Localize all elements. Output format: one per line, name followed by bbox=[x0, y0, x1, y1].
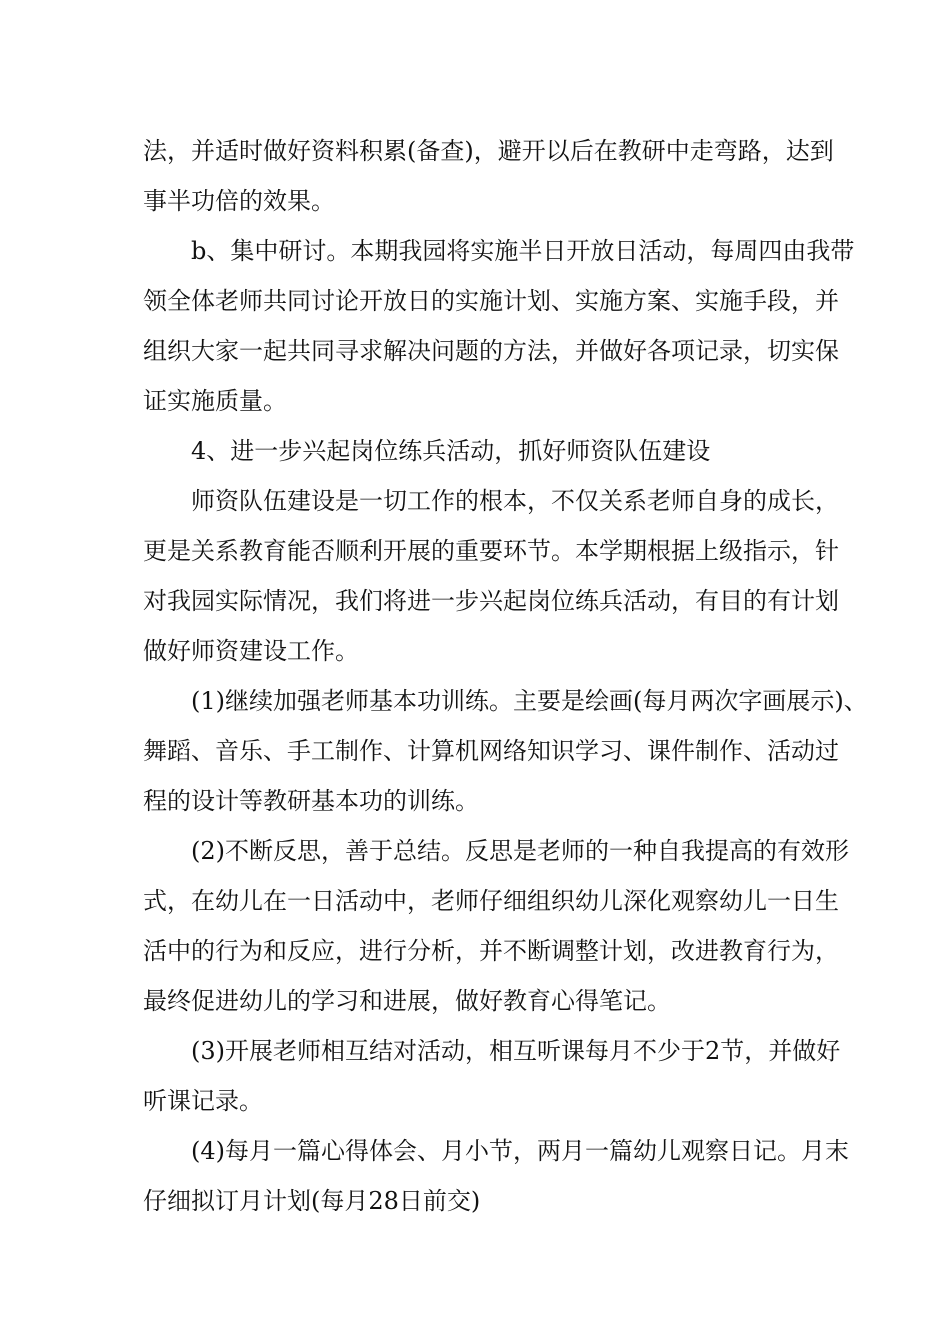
text-line: 做好师资建设工作。 bbox=[143, 637, 359, 665]
text-line: 证实施质量。 bbox=[143, 387, 287, 415]
paragraph-start-line: 师资队伍建设是一切工作的根本，不仅关系老师自身的成长， bbox=[191, 487, 839, 515]
paragraph-start-line: (2)不断反思，善于总结。反思是老师的一种自我提高的有效形 bbox=[191, 837, 849, 865]
paragraph-start-line: b、集中研讨。本期我园将实施半日开放日活动，每周四由我带 bbox=[191, 237, 855, 265]
text-line: 听课记录。 bbox=[143, 1087, 263, 1115]
paragraph-start-line: (4)每月一篇心得体会、月小节，两月一篇幼儿观察日记。月末 bbox=[191, 1137, 849, 1165]
text-line: 最终促进幼儿的学习和进展，做好教育心得笔记。 bbox=[143, 987, 671, 1015]
text-line: 舞蹈、音乐、手工制作、计算机网络知识学习、课件制作、活动过 bbox=[143, 737, 839, 765]
section-heading: 4、进一步兴起岗位练兵活动，抓好师资队伍建设 bbox=[191, 437, 711, 465]
paragraph-start-line: (1)继续加强老师基本功训练。主要是绘画(每月两次字画展示)、 bbox=[191, 687, 868, 715]
text-line: 更是关系教育能否顺利开展的重要环节。本学期根据上级指示，针 bbox=[143, 537, 839, 565]
text-line: 仔细拟订月计划(每月28日前交) bbox=[143, 1187, 481, 1215]
text-line: 事半功倍的效果。 bbox=[143, 187, 335, 215]
text-line: 对我园实际情况，我们将进一步兴起岗位练兵活动，有目的有计划 bbox=[143, 587, 839, 615]
text-line: 组织大家一起共同寻求解决问题的方法，并做好各项记录，切实保 bbox=[143, 337, 839, 365]
text-line: 法，并适时做好资料积累(备查)，避开以后在教研中走弯路，达到 bbox=[143, 137, 834, 165]
text-line: 程的设计等教研基本功的训练。 bbox=[143, 787, 479, 815]
text-line: 领全体老师共同讨论开放日的实施计划、实施方案、实施手段，并 bbox=[143, 287, 839, 315]
text-line: 式，在幼儿在一日活动中，老师仔细组织幼儿深化观察幼儿一日生 bbox=[143, 887, 839, 915]
text-line: 活中的行为和反应，进行分析，并不断调整计划，改进教育行为， bbox=[143, 937, 839, 965]
paragraph-start-line: (3)开展老师相互结对活动，相互听课每月不少于2节，并做好 bbox=[191, 1037, 841, 1065]
document-body bbox=[143, 126, 868, 1226]
